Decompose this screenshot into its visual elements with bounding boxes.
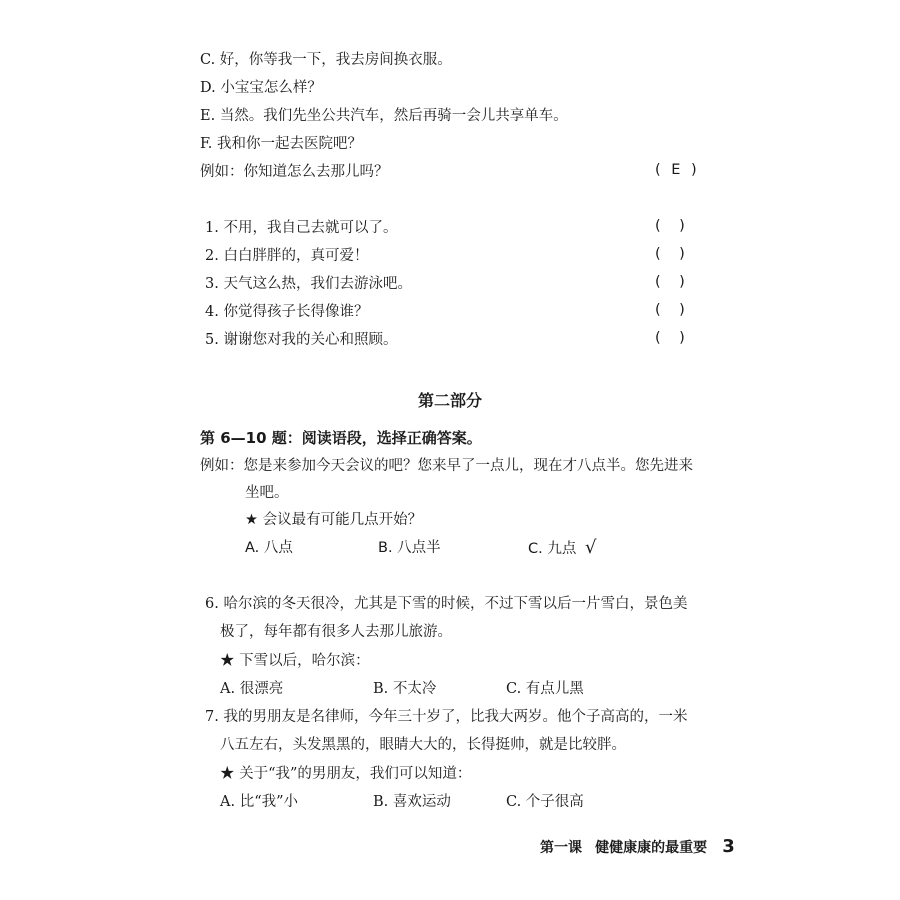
section-title: 第二部分 xyxy=(417,391,482,410)
option-letter: E. xyxy=(200,108,216,124)
part2-example-question: ★ 会议最有可能几点开始？ xyxy=(245,512,423,528)
q7-option-a[interactable]: A. 比“我”小 xyxy=(220,794,299,810)
answer-blank-2[interactable]: ( ) xyxy=(655,246,685,262)
q7-line1: 7. 我的男朋友是名律师，今年三十岁了，比我大两岁。他个子高高的，一米 xyxy=(205,709,688,725)
option-text: 好，你等我一下，我去房间换衣服。 xyxy=(219,52,452,68)
option-text: 当然。我们先坐公共汽车，然后再骑一会儿共享单车。 xyxy=(219,108,568,124)
q7-option-b[interactable]: B. 喜欢运动 xyxy=(373,794,451,810)
part1-example-text: 例如：你知道怎么去那儿吗？ xyxy=(200,164,389,180)
q6-option-b[interactable]: B. 不太冷 xyxy=(373,681,437,697)
part1-example-answer: ( E ) xyxy=(655,162,697,178)
answer-blank-4[interactable]: ( ) xyxy=(655,302,685,318)
q7-option-c[interactable]: C. 个子很高 xyxy=(506,794,584,810)
option-letter: D. xyxy=(200,80,216,96)
question-3: 3. 天气这么热，我们去游泳吧。 xyxy=(205,276,412,292)
q6-option-c[interactable]: C. 有点儿黑 xyxy=(506,681,584,697)
q7-question: ★ 关于“我”的男朋友，我们可以知道： xyxy=(220,766,472,782)
footer-lesson: 第一课 xyxy=(540,840,582,856)
q6-line2: 极了，每年都有很多人去那儿旅游。 xyxy=(220,624,452,640)
option-e xyxy=(200,106,568,126)
answer-blank-5[interactable]: ( ) xyxy=(655,330,685,346)
part2-example-line2: 坐吧。 xyxy=(245,485,289,501)
q6-question: ★ 下雪以后，哈尔滨： xyxy=(220,653,370,669)
page-number: 3 xyxy=(722,836,735,857)
question-2: 2. 白白胖胖的，真可爱！ xyxy=(205,248,369,264)
question-1: 1. 不用，我自己去就可以了。 xyxy=(205,220,398,236)
q7-line2: 八五左右，头发黑黑的，眼睛大大的，长得挺帅，就是比较胖。 xyxy=(220,737,626,753)
option-text: 我和你一起去医院吧？ xyxy=(217,136,363,152)
part2-example-line1: 例如：您是来参加今天会议的吧？您来早了一点儿，现在才八点半。您先进来 xyxy=(200,458,693,474)
footer-title: 健健康康的最重要 xyxy=(595,840,708,856)
option-letter: C. xyxy=(200,52,216,68)
example-option-c-text: C. 九点 xyxy=(528,541,577,557)
example-option-a: A. 八点 xyxy=(245,540,293,556)
check-icon: √ xyxy=(584,537,597,558)
option-c xyxy=(200,50,452,70)
option-letter: F. xyxy=(200,136,213,152)
option-f xyxy=(200,134,362,154)
example-option-b: B. 八点半 xyxy=(378,540,441,556)
part2-instruction: 第 6—10 题：阅读语段，选择正确答案。 xyxy=(200,429,482,447)
option-text: 小宝宝怎么样？ xyxy=(220,80,322,96)
question-4: 4. 你觉得孩子长得像谁？ xyxy=(205,304,369,320)
q6-line1: 6. 哈尔滨的冬天很冷，尤其是下雪的时候，不过下雪以后一片雪白，景色美 xyxy=(205,596,688,612)
example-option-c xyxy=(528,538,596,559)
question-5: 5. 谢谢您对我的关心和照顾。 xyxy=(205,332,398,348)
answer-blank-1[interactable]: ( ) xyxy=(655,218,685,234)
answer-blank-3[interactable]: ( ) xyxy=(655,274,685,290)
q6-option-a[interactable]: A. 很漂亮 xyxy=(220,681,284,697)
page-footer xyxy=(540,836,735,857)
option-d xyxy=(200,78,322,98)
